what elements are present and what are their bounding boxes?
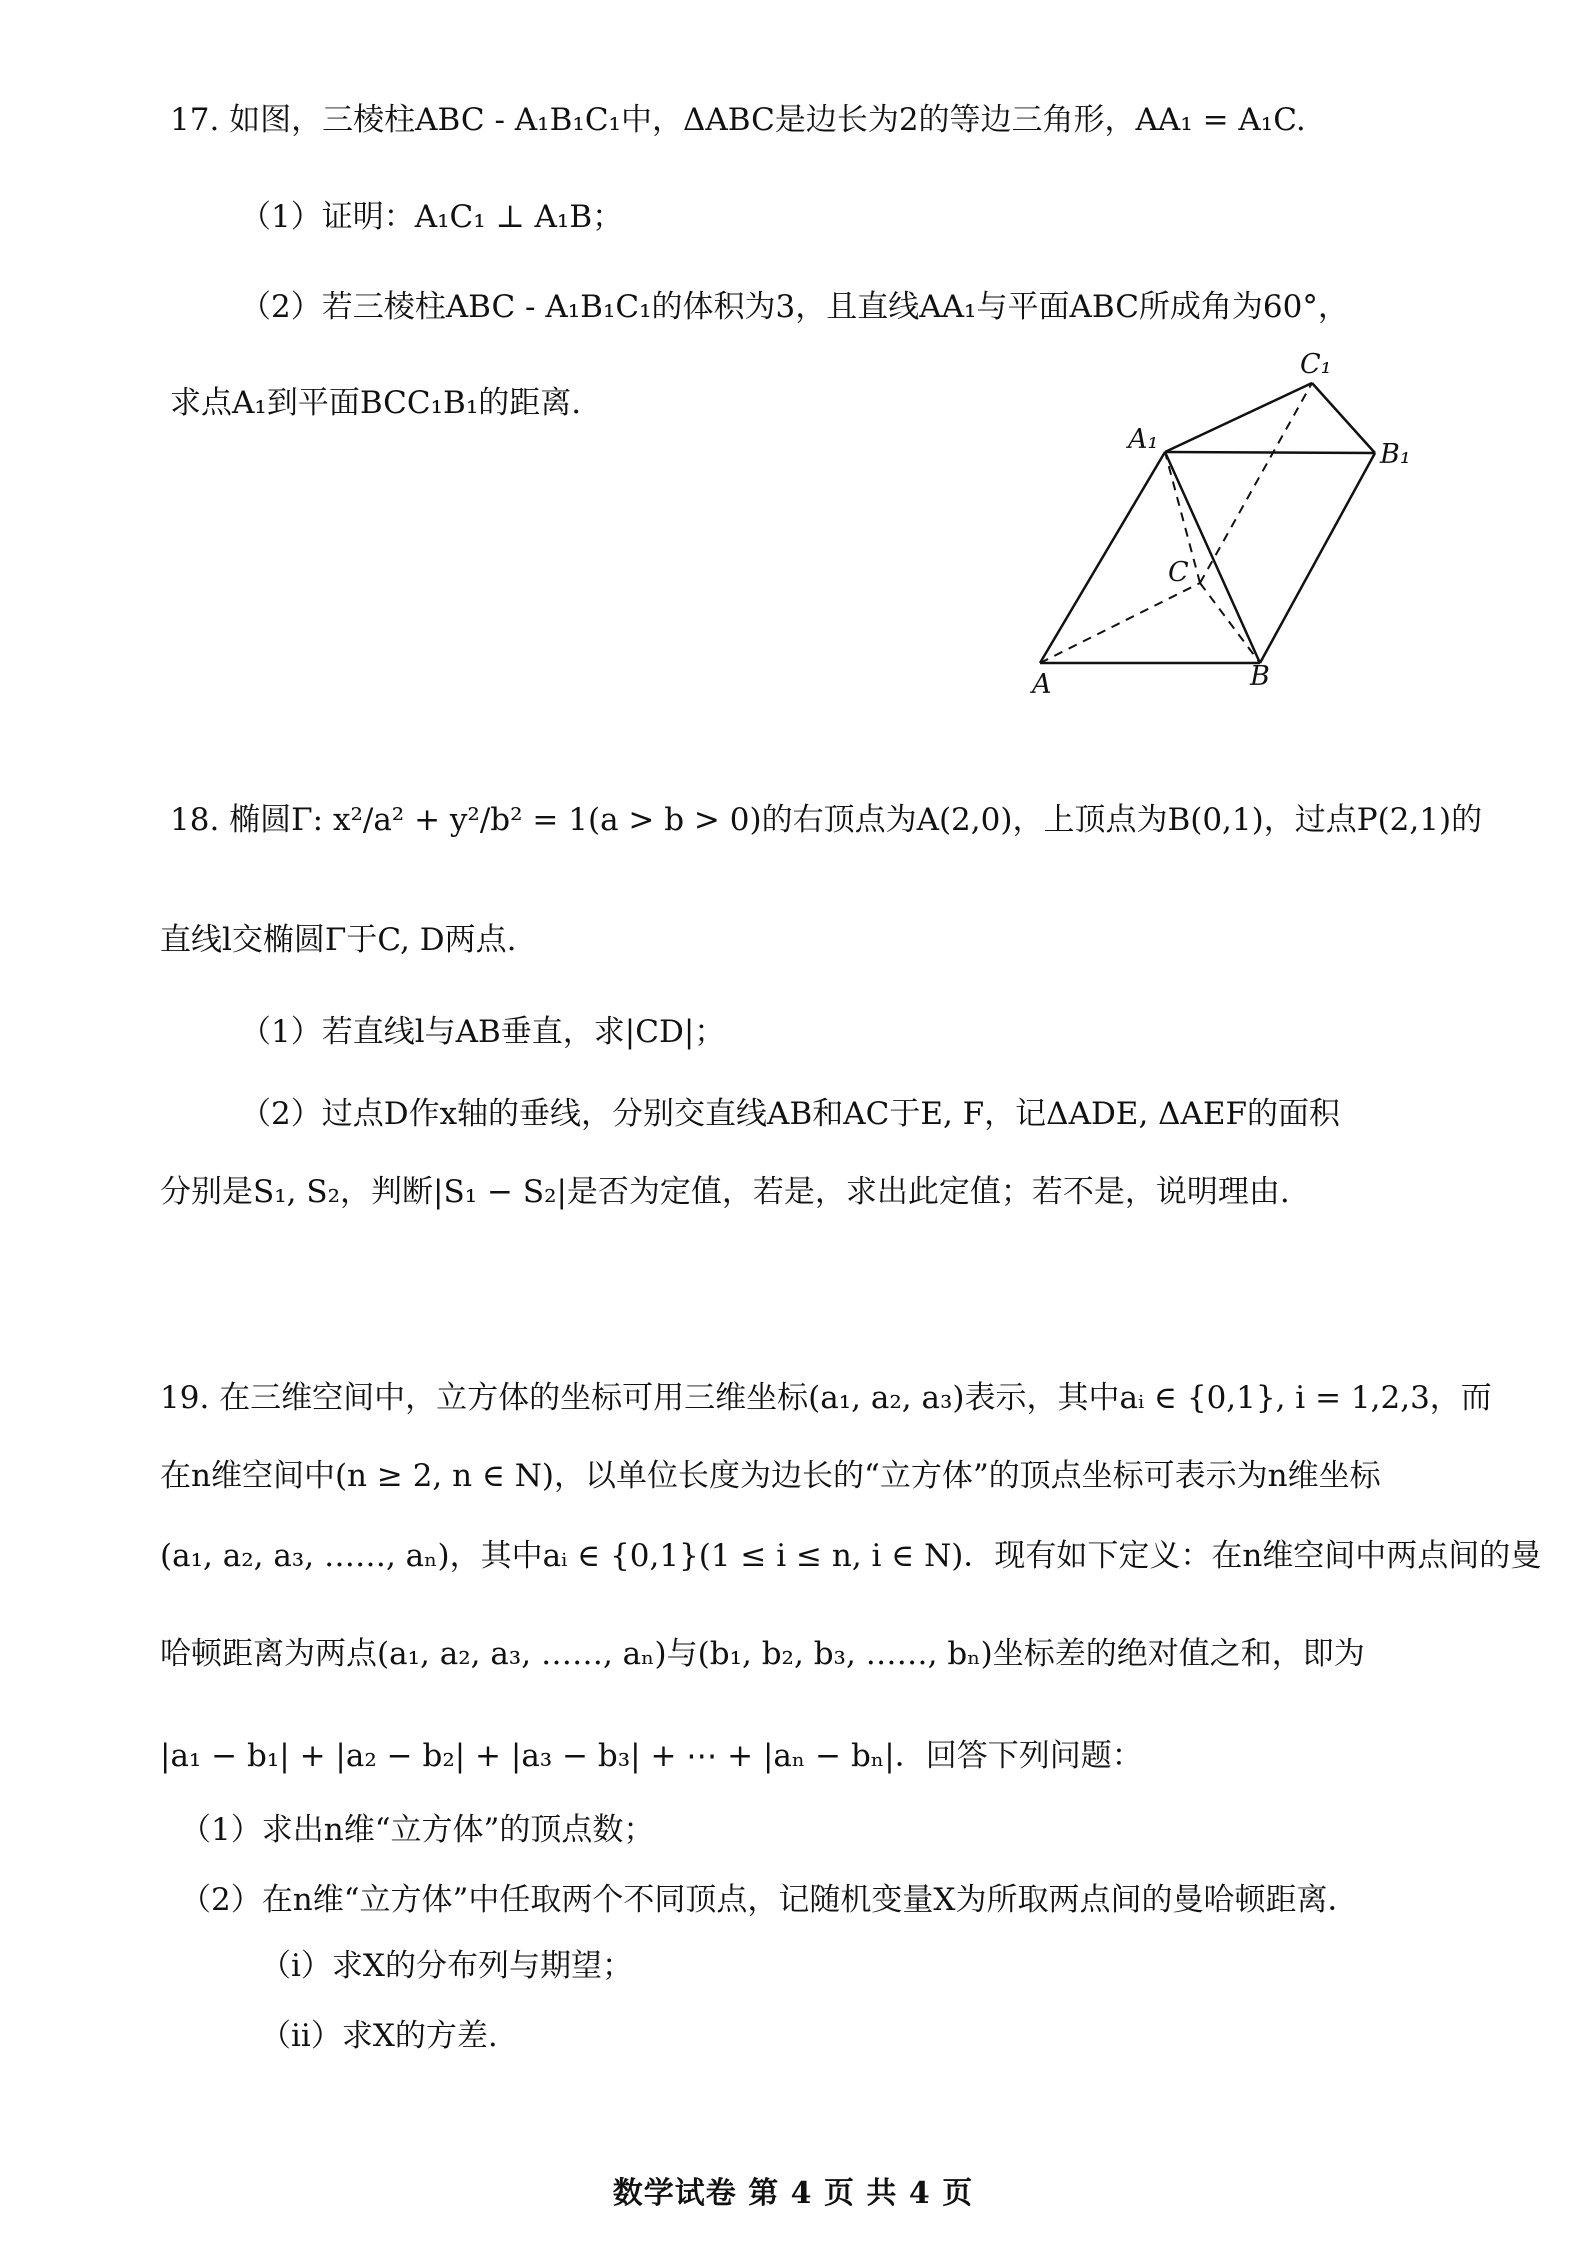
label-a: A — [1032, 669, 1052, 700]
q17-part1: （1）证明：A₁C₁ ⊥ A₁B； — [240, 199, 624, 235]
q18-stem: 18. 椭圆Γ: x²/a² + y²/b² = 1(a > b > 0)的右顶点为A(2,0)，上顶点为B(0,1)，过点P(2,1)的 — [170, 802, 1483, 838]
q19-line1: 19. 在三维空间中，立方体的坐标可用三维坐标(a₁, a₂, a₃)表示，其中aᵢ ∈ {0,1}, i = 1,2,3，而 — [160, 1380, 1492, 1416]
q19-part2-ii: （ii）求X的方差. — [260, 2018, 498, 2054]
q18-part1: （1）若直线l与AB垂直，求|CD|； — [240, 1014, 726, 1050]
q18-stem-cont: 直线l交椭圆Γ于C, D两点. — [160, 922, 517, 958]
label-c1: C₁ — [1300, 349, 1332, 380]
q17-stem: 17. 如图，三棱柱ABC - A₁B₁C₁中，ΔABC是边长为2的等边三角形，AA₁ = A₁C. — [170, 102, 1306, 138]
label-b: B — [1250, 661, 1270, 692]
q18-part2: （2）过点D作x轴的垂线，分别交直线AB和AC于E, F，记ΔADE, ΔAEF的面积 — [240, 1096, 1341, 1132]
label-b1: B₁ — [1380, 439, 1411, 470]
q17-part2-cont: 求点A₁到平面BCC₁B₁的距离. — [170, 385, 582, 421]
label-a1: A₁ — [1128, 424, 1159, 455]
prism-figure — [1010, 345, 1430, 705]
q19-part1: （1）求出n维“立方体”的顶点数； — [180, 1812, 655, 1848]
q19-part2-i: （i）求X的分布列与期望； — [260, 1948, 633, 1984]
q19-line4: 哈顿距离为两点(a₁, a₂, a₃, ……, aₙ)与(b₁, b₂, b₃, ……, bₙ)坐标差的绝对值之和，即为 — [160, 1636, 1365, 1672]
q19-line2: 在n维空间中(n ≥ 2, n ∈ N)，以单位长度为边长的“立方体”的顶点坐标可表示为n维坐标 — [160, 1458, 1381, 1494]
q19-line3: (a₁, a₂, a₃, ……, aₙ)，其中aᵢ ∈ {0,1}(1 ≤ i ≤ n, i ∈ N)．现有如下定义：在n维空间中两点间的曼 — [160, 1538, 1542, 1574]
label-c: C — [1168, 557, 1189, 588]
q19-part2: （2）在n维“立方体”中任取两个不同顶点，记随机变量X为所取两点间的曼哈顿距离． — [180, 1882, 1359, 1918]
q19-line5: |a₁ − b₁| + |a₂ − b₂| + |a₃ − b₃| + ⋯ + |aₙ − bₙ|．回答下列问题： — [160, 1738, 1143, 1774]
q18-part2-cont: 分别是S₁, S₂，判断|S₁ − S₂|是否为定值，若是，求出此定值；若不是，说明理由. — [160, 1174, 1290, 1210]
q17-part2: （2）若三棱柱ABC - A₁B₁C₁的体积为3，且直线AA₁与平面ABC所成角为60°， — [240, 289, 1349, 325]
page-footer: 数学试卷 第 4 页 共 4 页 — [612, 2176, 974, 2211]
